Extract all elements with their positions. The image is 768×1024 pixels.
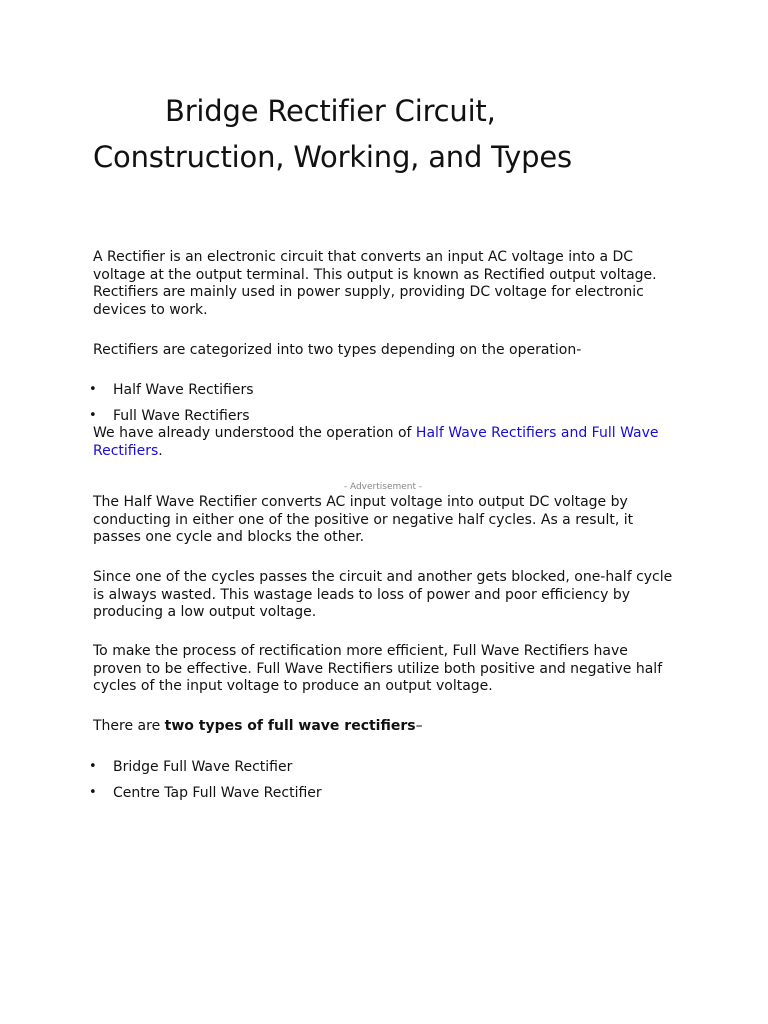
rectifiers-link[interactable]: Half Wave Rectifiers and Full Wave Rectifiers [93,425,659,459]
list-item [89,758,673,784]
types-intro-bold: two types of full wave rectifiers [164,718,416,734]
bullet-icon: • [89,382,97,397]
list-item-label: Full Wave Rectifiers [113,408,250,424]
title-line-2: Construction, Working, and Types [93,140,572,174]
intro-paragraph: A Rectifier is an electronic circuit that converts an input AC voltage into a DC voltage at the output terminal. This output is known as Rectified output voltage. Rectifiers are mainly used in power supply, providing DC voltage for electronic devices to work. [93,249,657,318]
full-wave-paragraph: To make the process of rectification more efficient, Full Wave Rectifiers have proven to be effective. Full Wave Rectifiers utilize both positive and negative half cycles of the input voltage to produce an output voltage. [93,643,663,694]
bullet-icon: • [89,408,97,423]
types-intro-suffix: – [415,718,423,734]
half-wave-paragraph: The Half Wave Rectifier converts AC input voltage into output DC voltage by conducting in either one of the positive or negative half cycles. As a result, it passes one cycle and blocks the other. [93,494,634,545]
bullet-icon: • [89,759,97,774]
types-intro-paragraph [93,718,673,736]
list-item-label: Half Wave Rectifiers [113,382,254,398]
list-item-label: Bridge Full Wave Rectifier [113,759,293,775]
operation-paragraph [93,425,673,460]
categories-paragraph: Rectifiers are categorized into two types depending on the operation- [93,342,582,358]
page-title [93,88,693,180]
wastage-paragraph: Since one of the cycles passes the circuit and another gets blocked, one-half cycle is always wasted. This wastage leads to loss of power and poor efficiency by producing a low output voltage. [93,569,673,620]
list-item-label: Centre Tap Full Wave Rectifier [113,785,322,801]
list-item [89,784,673,810]
full-wave-types-list [89,758,673,810]
advertisement-label: - Advertisement - [343,482,423,492]
title-line-1: Bridge Rectifier Circuit, [165,94,496,128]
bullet-icon: • [89,785,97,800]
operation-text: We have already understood the operation of [93,425,416,441]
operation-suffix: . [158,442,163,459]
types-intro-text: There are [93,718,165,734]
list-item [89,381,673,407]
